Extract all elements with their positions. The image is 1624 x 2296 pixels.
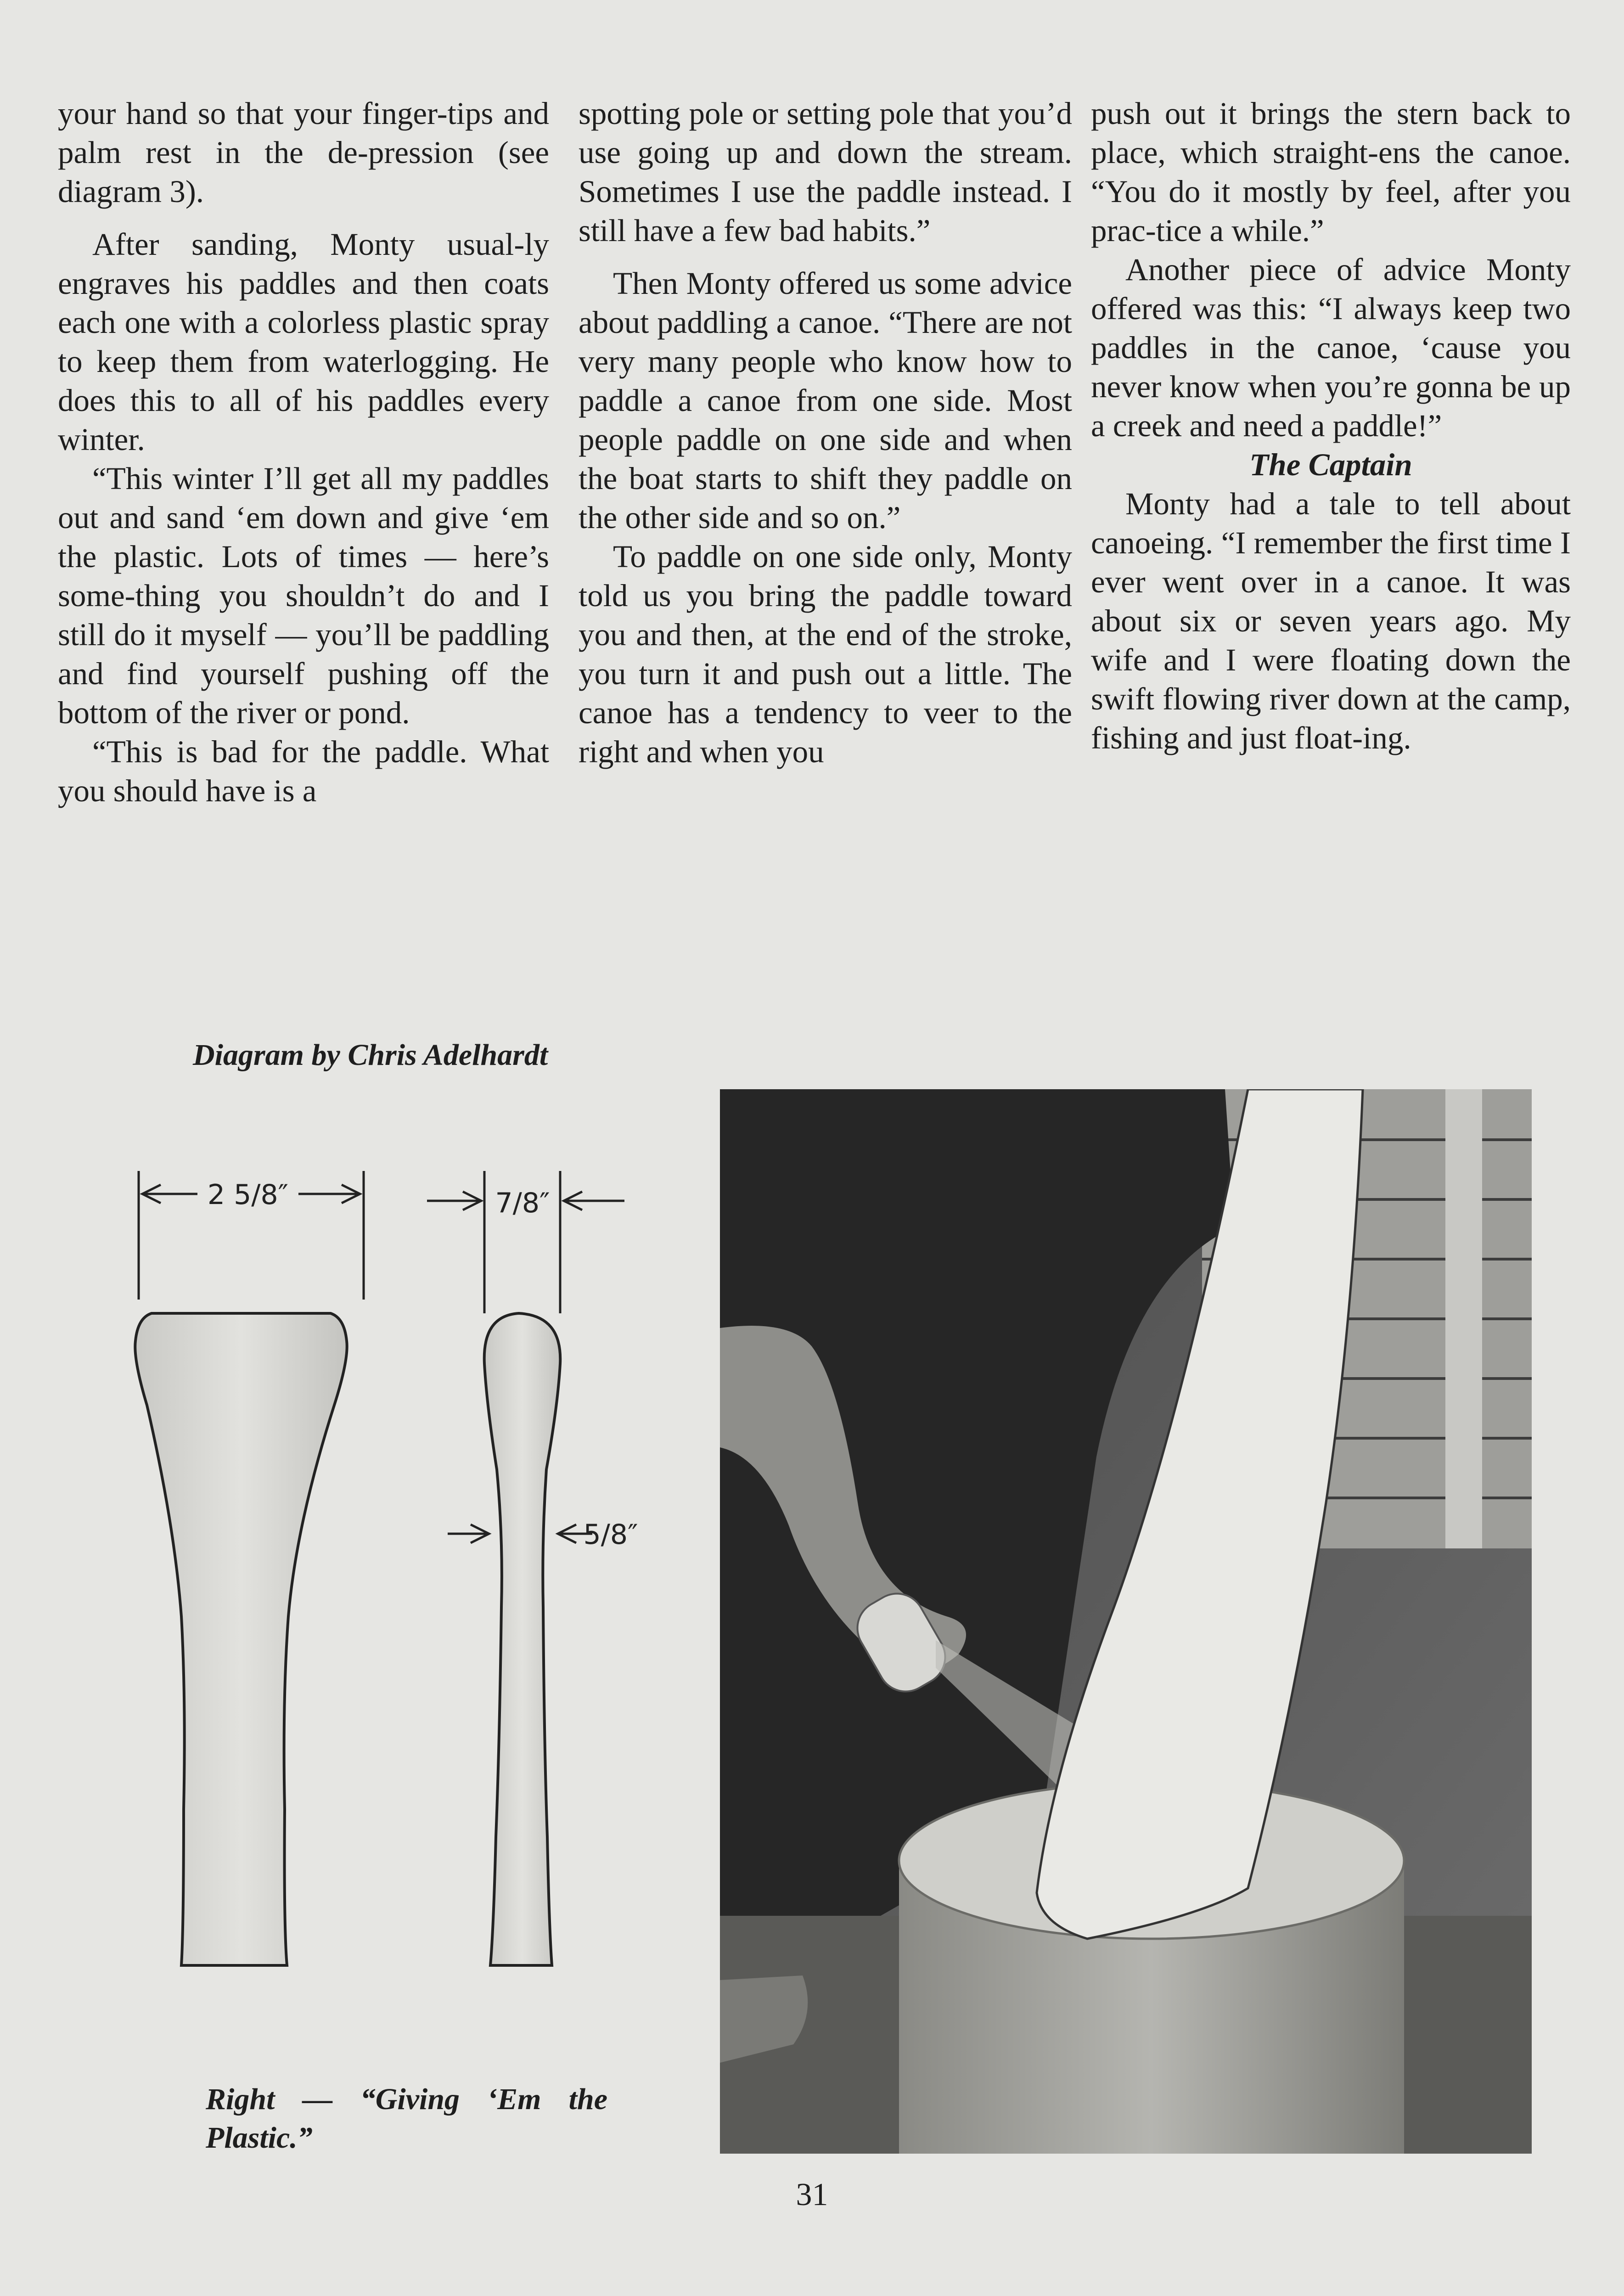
paragraph: Monty had a tale to tell about canoeing. “I remember the first time I ever went over in a canoe. It was about six or seven years ago. My wife and I were floating down the swift flowing river down at the camp, fishing and just float-ing. [1091,486,1571,755]
paragraph: To paddle on one side only, Monty told us you bring the paddle toward you and then, at the end of the stroke, you turn it and push out a little. The canoe has a tendency to veer to the right and when you [579,539,1072,769]
photo-caption: Right — “Giving ‘Em the Plastic.” [206,2082,607,2155]
width-label: 2 5/8″ [207,1179,289,1211]
paddle-handle-diagram [106,1148,647,1984]
paragraph: Another piece of advice Monty offered was this: “I always keep two paddles in the canoe, ‘cause you never know when you’re gonna be up a creek and need a paddle!” [1091,252,1571,443]
paragraph: your hand so that your finger-tips and palm rest in the de-pression (see diagram 3). [58,96,549,209]
paragraph: spotting pole or setting pole that you’d use going up and down the stream. Sometimes I use the paddle instead. I still have a few bad habits.” [579,96,1072,248]
paragraph: After sanding, Monty usual-ly engraves his paddles and then coats each one with a colorless plastic spray to keep them from waterlogging. He does this to all of his paddles every winter. [58,227,549,457]
article-column-1 [58,94,549,810]
article-column-3 [1091,94,1571,758]
paragraph: Then Monty offered us some advice about paddling a canoe. “There are not very many people who know how to paddle a canoe from one side. Most people paddle on one side and when the boat starts to shift they paddle on the other side and so on.” [579,266,1072,535]
section-subhead: The Captain [1249,447,1412,482]
handle-side-view [484,1313,561,1965]
photo-spraying-paddle [720,1089,1532,2154]
page-number: 31 [796,2177,828,2212]
shaft-label: 5/8″ [583,1519,638,1551]
article-column-2 [579,94,1072,771]
paragraph: push out it brings the stern back to place, which straight-ens the canoe. “You do it mostly by feel, after you prac-tice a while.” [1091,96,1571,248]
paragraph: “This is bad for the paddle. What you should have is a [58,734,549,808]
diagram-credit: Diagram by Chris Adelhardt [193,1038,548,1072]
handle-front-view [135,1313,347,1965]
paragraph: “This winter I’ll get all my paddles out and sand ‘em down and give ‘em the plastic. Lots of times — here’s some-thing you shouldn’t do and I still do it myself — you’ll be paddling and find yourself pushing off the bottom of the river or pond. [58,461,549,730]
thickness-label: 7/8″ [495,1187,550,1219]
